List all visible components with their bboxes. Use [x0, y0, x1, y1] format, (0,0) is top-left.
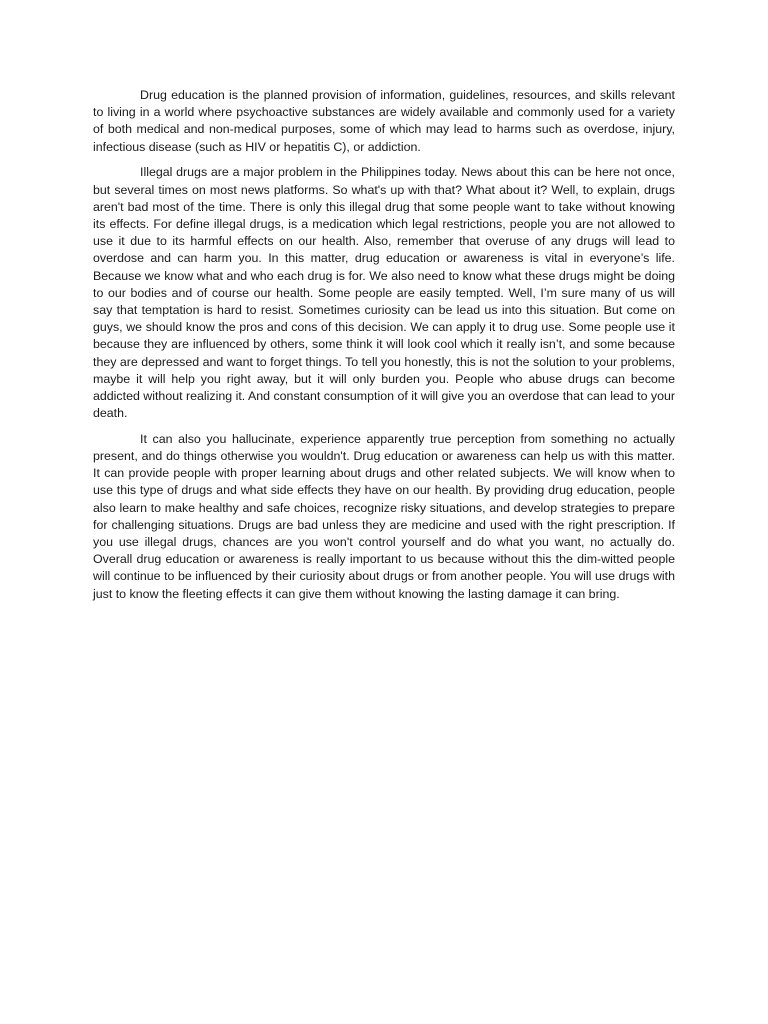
document-body [93, 87, 675, 611]
paragraph-drug-education-benefits: It can also you hallucinate, experience apparently true perception from something no actually present, and do things otherwise you wouldn't. Drug education or awareness can help us with this matter. It can provide people with proper learning about drugs and other related subjects. We will know when to use this type of drugs and what side effects they have on our health. By providing drug education, people also learn to make healthy and safe choices, recognize risky situations, and develop strategies to prepare for challenging situations. Drugs are bad unless they are medicine and used with the right prescription. If you use illegal drugs, chances are you won't control yourself and do what you want, no actually do. Overall drug education or awareness is really important to us because without this the dim-witted people will continue to be influenced by their curiosity about drugs or from another people. You will use drugs with just to know the fleeting effects it can give them without knowing the lasting damage it can bring. [93, 431, 675, 601]
paragraph-drug-education-definition: Drug education is the planned provision of information, guidelines, resources, and skills relevant to living in a world where psychoactive substances are widely available and commonly used for a variety of both medical and non-medical purposes, some of which may lead to harms such as overdose, injury, infectious disease (such as HIV or hepatitis C), or addiction. [93, 88, 675, 154]
paragraph-illegal-drugs-problem: Illegal drugs are a major problem in the Philippines today. News about this can be here not once, but several times on most news platforms. So what's up with that? What about it? Well, to explain, drugs aren't bad most of the time. There is only this illegal drug that some people want to take without knowing its effects. For define illegal drugs, is a medication which legal restrictions, people you are not allowed to use it due to its harmful effects on our health. Also, remember that overuse of any drugs will lead to overdose and can harm you. In this matter, drug education or awareness is vital in everyone’s life. Because we know what and who each drug is for. We also need to know what these drugs might be doing to our bodies and of course our health. Some people are easily tempted. Well, I’m sure many of us will say that temptation is hard to resist. Sometimes curiosity can be lead us into this situation. But come on guys, we should know the pros and cons of this decision. We can apply it to drug use. Some people use it because they are influenced by others, some think it will look cool which it really isn’t, and some because they are depressed and want to forget things. To tell you honestly, this is not the solution to your problems, maybe it will help you right away, but it will only burden you. People who abuse drugs can become addicted without realizing it. And constant consumption of it will give you an overdose that can lead to your death. [93, 165, 676, 421]
